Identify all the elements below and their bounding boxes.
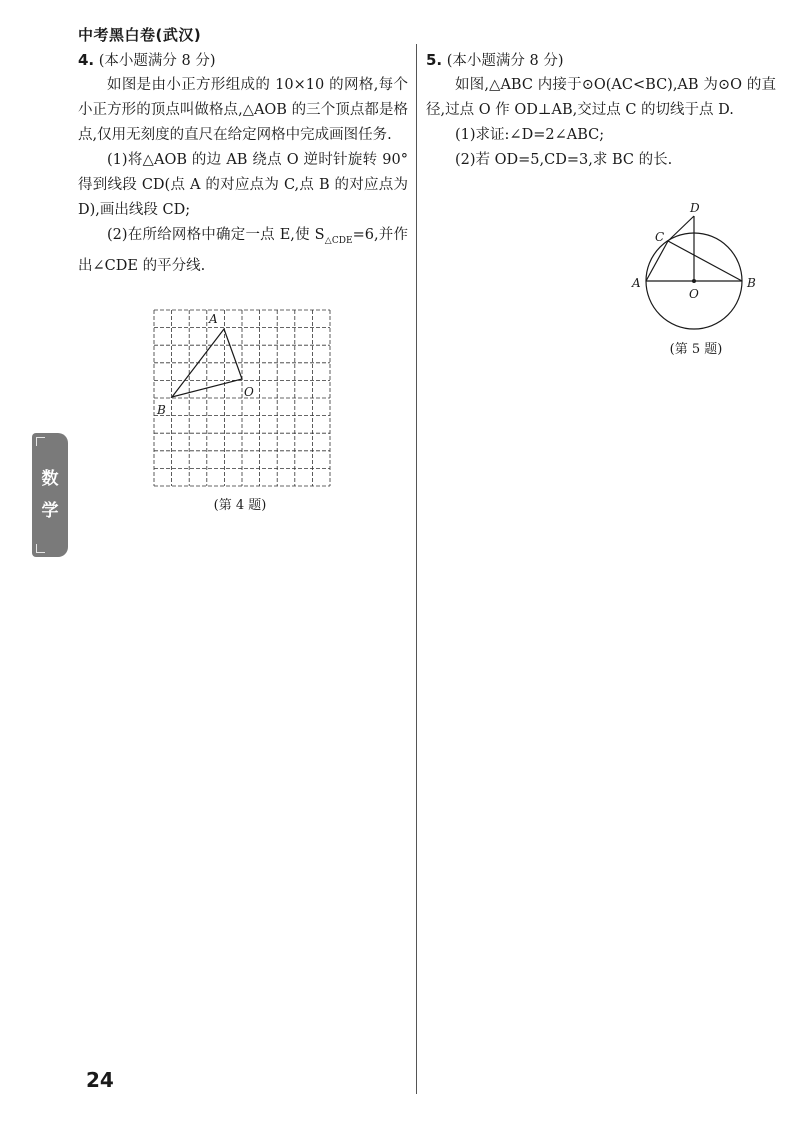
point-c-label: C [655, 230, 665, 244]
point-b-label: B [747, 276, 756, 290]
tab-corner-top [36, 437, 45, 446]
question-5-caption: (第 5 题) [669, 342, 723, 357]
question-5-heading [426, 48, 776, 73]
subject-label [32, 463, 68, 527]
point-a-label: A [632, 276, 641, 290]
question-5-points: (本小题满分 8 分) [446, 53, 564, 69]
book-title-header: 中考黑白卷(武汉) [78, 26, 202, 44]
tangent-cd [668, 216, 694, 241]
question-4-part-2 [78, 223, 408, 279]
grid-lines [154, 310, 330, 486]
question-4-points: (本小题满分 8 分) [98, 53, 216, 69]
question-5-circle-figure [626, 200, 776, 339]
question-4-stem: 如图是由小正方形组成的 10×10 的网格,每个小正方形的顶点叫做格点,△AOB 的三个顶点都是格点,仅用无刻度的直尺在给定网格中完成画图任务. [78, 77, 408, 143]
triangle-aob [172, 329, 242, 397]
question-4-number: 4. [78, 51, 95, 69]
question-4 [78, 48, 408, 279]
subject-side-tab [32, 433, 68, 557]
question-4-part-1: (1)将△AOB 的边 AB 绕点 O 逆时针旋转 90°得到线段 CD(点 A 的对应点为 C,点 B 的对应点为 D),画出线段 CD; [78, 152, 408, 218]
tab-corner-bottom [36, 544, 45, 553]
question-4-grid-figure [150, 306, 335, 495]
point-a-label: A [209, 312, 218, 326]
chord-cb [668, 241, 742, 281]
chord-ac [646, 241, 668, 281]
question-5-part-1: (1)求证:∠D=2∠ABC; [455, 127, 605, 143]
subject-char-1: 数 [41, 469, 59, 489]
page-number: 24 [86, 1068, 114, 1092]
question-4-caption: (第 4 题) [213, 498, 267, 513]
point-o-label: O [689, 287, 699, 301]
question-5-number: 5. [426, 51, 443, 69]
point-b-label: B [157, 403, 166, 417]
part-2-subscript: △CDE [324, 235, 353, 246]
part-2-text-pre: (2)在所给网格中确定一点 E,使 S [107, 227, 325, 243]
question-5 [426, 48, 776, 173]
point-d-label: D [690, 201, 700, 215]
column-divider [416, 44, 417, 1094]
point-o-label: O [244, 385, 254, 399]
question-5-part-2: (2)若 OD=5,CD=3,求 BC 的长. [455, 152, 673, 168]
question-5-stem: 如图,△ABC 内接于⊙O(AC<BC),AB 为⊙O 的直径,过点 O 作 OD⊥AB,交过点 C 的切线于点 D. [426, 77, 776, 118]
question-4-heading [78, 48, 408, 73]
subject-char-2: 学 [41, 501, 59, 521]
part-2-text-post: =6,并作出∠CDE 的平分线. [78, 227, 409, 274]
center-point-o [692, 279, 696, 283]
